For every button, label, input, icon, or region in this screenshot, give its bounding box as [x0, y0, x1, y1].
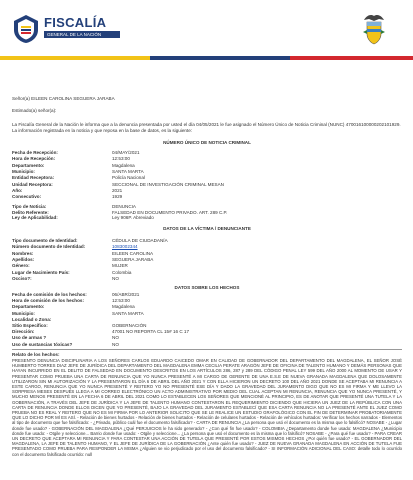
field-value: 04/MAY/2021 [112, 150, 140, 155]
field-label: Municipio: [12, 310, 35, 316]
field-label: Nombres: [12, 250, 34, 256]
field-label: Fecha de Recepción: [12, 150, 58, 155]
field-row [12, 194, 402, 200]
field-label: Ley de Aplicabilidad: [12, 215, 58, 221]
field-value: 47001 NO REPORTA CL 15# 16 C 17 [112, 329, 190, 335]
band-red [290, 56, 413, 60]
field-label: Hora de comisión de los hechos: [12, 298, 84, 304]
field-label: Consecutivo: [12, 194, 42, 200]
field-value: CÉDULA DE CIUDADANÍA [112, 238, 168, 243]
colombia-crest-icon [361, 12, 387, 46]
victima-title: DATOS DE LA VÍCTIMA / DENUNCIANTE [163, 226, 251, 231]
field-value: SANTA MARTA [112, 168, 144, 174]
field-value: GOBERNACIÓN [112, 323, 147, 328]
band-blue [150, 56, 290, 60]
field-value: 12:53:00 [112, 156, 130, 162]
header [0, 0, 413, 60]
field-label: Año: [12, 187, 23, 193]
field-label: Tipo de Noticia: [12, 204, 47, 209]
field-label: Localidad o Zona: [12, 316, 52, 322]
recipient: Señor(a) EILEEN CAROLINA SEGUERA JARABA [12, 96, 115, 101]
field-row [12, 342, 402, 348]
field-label: Hora de Recepción: [12, 156, 56, 162]
field-label: Departamento: [12, 162, 45, 168]
field-label: Género: [12, 263, 30, 269]
field-value: SANTA MARTA [112, 310, 144, 316]
relato-title: Relato de los hechos: [12, 352, 60, 357]
logo-subtitle-bar [44, 31, 120, 38]
intro-paragraph: La Fiscalía General de la Nación le informa que a la denuncia presentada por usted el día 04/05/2021 le fue asignado el Número Único de Noticia Criminal (NUNC) 470016100000202101929. La información registrada en la noticia y que reposa en la base de datos, es la siguiente: [12, 122, 401, 133]
field-value: NO [112, 275, 119, 281]
field-label: Tipo documento de Identidad: [12, 238, 78, 243]
field-label: Departamento: [12, 304, 45, 310]
logo-subtitle: GENERAL DE LA NACIÓN [47, 32, 102, 37]
logo-title: FISCALÍA [44, 15, 107, 30]
field-value: 2021 [112, 187, 123, 193]
fiscalia-logo-icon [12, 14, 40, 44]
divider [12, 349, 402, 350]
flag-band [0, 56, 413, 60]
field-label: Sitio Específico: [12, 323, 48, 328]
band-yellow [0, 56, 150, 60]
field-value: Policía Nacional [112, 175, 145, 181]
relato-text: PRESENTO DENUNCIA DISCIPLINARIA A LOS SEÑORES CARLOS EDUARDO CAICEDO OMAR EN CALIDAD DE GOBERNADOR DEL DEPARTAMENTO DEL MAGDALENA, EL SEÑOR JOSÉ HUMBERTO TORRES DIAZ JEFE DE JURÍDICA DEL DEPARTAMENTO DEL MAGDALENA EMMA CECILIA PERATE ARAGÓN JEFE DE OFICINA DE TALENTO HUMANO Y DEMÁS PERSONAS QUE HAYAN INCURRIDO EN EL DELITO DE FALSEDAD EN DOCUMENTO DESCRITOS EN LOS ARTÍCULOS 286, 287 y 289 DEL CÓDIGO PENAL LEY 599 DEL AÑO 2000 AL MOMENTO DE USAR Y PRESENTAR COMO PRUEBA UNA CARTA DE RENUNCIA QUE YO NUNCA PRESENTÉ A MI CARGO DE GERENTE DE UNA E.S.E DE NUEVA GRANADA MAGDALENA QUE DOLOSAMENTE UTILIZARON SIN MI AUTORIZACIÓN Y LA PRESENTARON EL DÍA 6 DE ABRIL DEL AÑO 2021 Y CON ELLA HICIERON UN DECRETO 100 DEL AÑO 2021 DONDE SE ACEPTABA MI RENUNCIA A ESTE CARGO, RENUNCIA QUE YO NUNCA PRESENTÉ Y REITERO YO NO PRESENTÉ ESE DÍA Y DADO LA GRAVEDAD DEL JURAMENTO DIGO QUE NO ES MI FIRMA Y ME LLEVO LA SORPRESA MESES DESPUÉS LLEGA A MI CORREO ELECTRÓNICO UN ACTO ADMINISTRATIVO POR MEDIO DEL CUAL ACEPTAN MI RENUNCIA, RENUNCIA QUE YO NUNCA PRESENTÉ, Y MUCHO MENOS PRESENTÉ EN LA FECHA 6 DE ABRIL DEL 2021 COMO LO ESTABLECEN LOS SEÑORES QUE MENCIONÉ AL PRINCIPIO, ES DE ANOTAR QUE PRESENTÉ UNA TUTELA Y LA GOBERNACIÓN, A TRAVÉS DEL JEFE DE JURÍDICA Y LA JEFE DE TALENTO HUMANO CONTESTARON EL REQUERIMIENTO DICIENDO QUE HICIERA UN JUEZ DE LA REPÚBLICA CON UNA CARTA DE RENUNCIA DONDE ELLOS DICEN QUE YO PRESENTÉ, BAJO LA GRAVEDAD DEL JURAMENTO ESTABLECÍ QUE ESA CARTA RENUNCIA NO LA PRESENTÉ ANTE EL JUEZ COMO PRUEBA NO ES REAL Y REITERO QUE NO ES MI FIRMA POR LO ANTERIOR SOLICITO QUE SE LE REALICE UN ESTUDIO GRAFOLÓGICO CON EL FIN DE DETERMINAR PROBATORIAMENTE QUE LO DICHO POR MÍ ES ASÍ. - Relación de bienes hurtados - Relación de bienes hurtados - Relación de celulares hurtados - Relación de vehículos hurtados: Verificar los hechos narrados - Elementos al tipo de documento que fue falsificado: - ¿Privado, público cuál fue el documento falsificado? - CARTA DE RENUNCIA ¿La persona que usó el documento es la misma que lo falsificó? NOSABE - ¿Lugar donde fue usado? - GOBERNACIÓN DEL MAGDALENA ¿Qué PERJUICIOS le ha sido generado? - ¿Con qué fin fue usado? - COLOMBIA ¿Departamento donde fue usado: MAGDALENA ¿Municipio donde fue usado: - Otgile y seleccione... Barrio donde fue usado: - Otgile y seleccione... ¿La persona que usó el documento es la misma que lo falsificó? NOSABE - ¿Para qué fue usado? - PARA CREAR UN DECRETO QUE ACEPTARA MI RENUNCIA Y PARA CONTESTAR UNA ACCIÓN DE TUTELA QUE PRESENTÉ POR ESTOS MISMOS HECHOS ¿Por quién fue usado? - EL GOBERNADOR DEL MAGDALENA, LA JEFE DE TALENTO HUMANO, Y EL JEFE DE JURÍDICA DE LA GOBERNACIÓN ¿Ante quién fue usado? - JUEZ DE NUEVA GRANADA MAGDALENA EN ACCIÓN DE TUTELA FUE PRESENTADO COMO PRUEBA PARA RESPONDER LA MISMA ¿Alguien se vio perjudicado por el uso del documento falsificado? - SI INFORMACIÓN ADICIONAL DEL CASO: detalle todo lo ocurrido con el documento falsificado ocurrido: null [12, 358, 402, 457]
field-value: Magdalena [112, 304, 135, 310]
field-value: 12:53:00 [112, 298, 130, 304]
field-label: Apellidos: [12, 256, 35, 262]
field-value: 06/ABR/2021 [112, 292, 140, 297]
field-label: Fecha de comisión de los hechos: [12, 292, 87, 297]
field-label: Delito Referente: [12, 209, 49, 215]
field-value: 1083002344 [112, 244, 138, 250]
field-value: NO [112, 335, 119, 341]
field-label: Uso de sustancias tóxicas? [12, 341, 73, 347]
field-value: SECCIONAL DE INVESTIGACIÓN CRIMINAL MESAN [112, 181, 224, 187]
fiscalia-logo [12, 14, 122, 48]
greeting: Estimado(a) señor(a): [12, 108, 57, 113]
field-label: Unidad Receptora: [12, 181, 53, 187]
field-value: NO [112, 341, 119, 347]
field-value: EILEEN CAROLINA [112, 250, 154, 256]
field-label: Lugar de Nacimiento País: [12, 269, 70, 275]
field-label: Occiso?: [12, 275, 32, 281]
field-value: SEGUERA JARABA [112, 256, 154, 262]
hechos-title: DATOS SOBRE LOS HECHOS [174, 285, 240, 290]
field-value: Ley 906P. Abreviado [112, 215, 154, 221]
field-label: Uso de armas ? [12, 335, 47, 341]
field-label: Entidad Receptora: [12, 175, 55, 181]
noticia-title: NÚMERO ÚNICO DE NOTICIA CRIMINAL [163, 140, 251, 145]
field-value: FALSEDAD EN DOCUMENTO PRIVADO. ART. 289 C.P. [112, 209, 228, 215]
field-value: Magdalena [112, 162, 135, 168]
field-value: 1929 [112, 194, 123, 200]
field-row [12, 276, 402, 282]
field-row [12, 215, 402, 221]
field-value: DENUNCIA [112, 204, 136, 209]
field-value: Colombia [112, 269, 132, 275]
field-label: Dirección: [12, 329, 35, 335]
field-label: Municipio: [12, 168, 35, 174]
field-value: MUJER [112, 263, 128, 269]
field-label: Número documento de Identidad: [12, 244, 86, 250]
